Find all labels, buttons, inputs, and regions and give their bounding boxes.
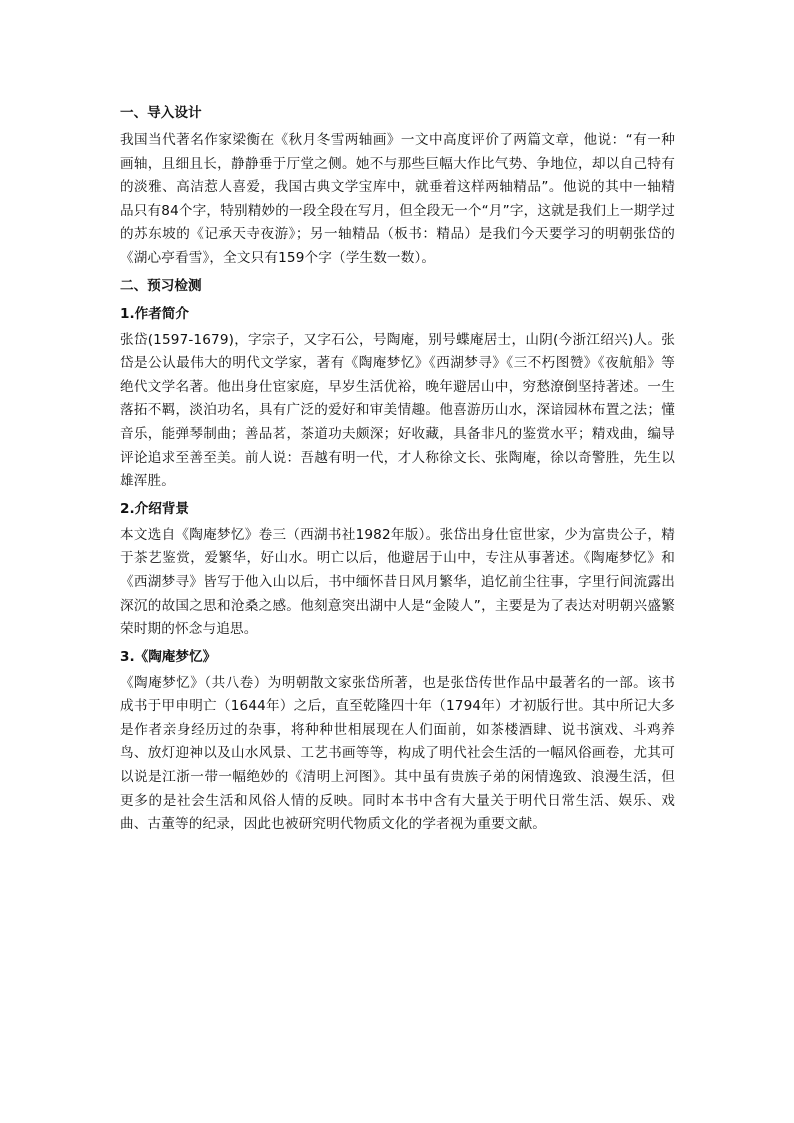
document-page xyxy=(120,100,675,837)
section-heading-intro: 一、导入设计 xyxy=(120,105,202,121)
section-heading-preview: 二、预习检测 xyxy=(120,277,202,294)
subheading-background: 2.介绍背景 xyxy=(120,500,189,517)
intro-paragraph: 我国当代著名作家梁衡在《秋月冬雪两轴画》一文中高度评价了两篇文章，他说：“有一种画轴，且细且长，静静垂于厅堂之侧。她不与那些巨幅大作比气势、争地位，却以自己特有的淡雅、高洁惹人喜爱，我国古典文学宝库中，就垂着这样两轴精品”。他说的其中一轴精品只有84个字，特别精妙的一段全段在写月，但全段无一个“月”字，这就是我们上一期学过的苏东坡的《记承天寺夜游》；另一轴精品（板书：精品）是我们今天要学习的明朝张岱的《湖心亭看雪》，全文只有159个字（学生数一数）。 xyxy=(120,132,675,266)
subheading-book: 3.《陶庵梦忆》 xyxy=(120,648,217,665)
subheading-author: 1.作者简介 xyxy=(120,305,189,322)
background-paragraph: 本文选自《陶庵梦忆》卷三（西湖书社1982年版）。张岱出身仕宦世家，少为富贵公子，精于茶艺鉴赏，爱繁华，好山水。明亡以后，他避居于山中，专注从事著述。《陶庵梦忆》和《西湖梦寻》皆写于他入山以后，书中缅怀昔日风月繁华，追忆前尘往事，字里行间流露出深沉的故国之思和沧桑之感。他刻意突出湖中人是“金陵人”，主要是为了表达对明朝兴盛繁荣时期的怀念与追思。 xyxy=(120,526,675,638)
author-paragraph: 张岱(1597-1679)，字宗子，又字石公，号陶庵，别号蝶庵居士，山阴(今浙江绍兴)人。张岱是公认最伟大的明代文学家，著有《陶庵梦忆》《西湖梦寻》《三不朽图赞》《夜航船》等绝代文学名著。他出身仕宦家庭，早岁生活优裕，晚年避居山中，穷愁潦倒坚持著述。一生落拓不羁，淡泊功名，具有广泛的爱好和审美情趣。他喜游历山水，深谙园林布置之法；懂音乐，能弹琴制曲；善品茗，茶道功夫颇深；好收藏，具备非凡的鉴赏水平；精戏曲，编导评论追求至善至美。前人说：吾越有明一代，才人称徐文长、张陶庵，徐以奇警胜，先生以雄浑胜。 xyxy=(120,331,675,490)
book-paragraph: 《陶庵梦忆》（共八卷）为明朝散文家张岱所著，也是张岱传世作品中最著名的一部。该书成书于甲申明亡（1644年）之后，直至乾隆四十年（1794年）才初版行世。其中所记大多是作者亲身经历过的杂事，将种种世相展现在人们面前，如茶楼酒肆、说书演戏、斗鸡养鸟、放灯迎神以及山水风景、工艺书画等等，构成了明代社会生活的一幅风俗画卷，尤其可以说是江浙一带一幅绝妙的《清明上河图》。其中虽有贵族子弟的闲情逸致、浪漫生活，但更多的是社会生活和风俗人情的反映。同时本书中含有大量关于明代日常生活、娱乐、戏曲、古董等的纪录，因此也被研究明代物质文化的学者视为重要文献。 xyxy=(120,674,675,833)
